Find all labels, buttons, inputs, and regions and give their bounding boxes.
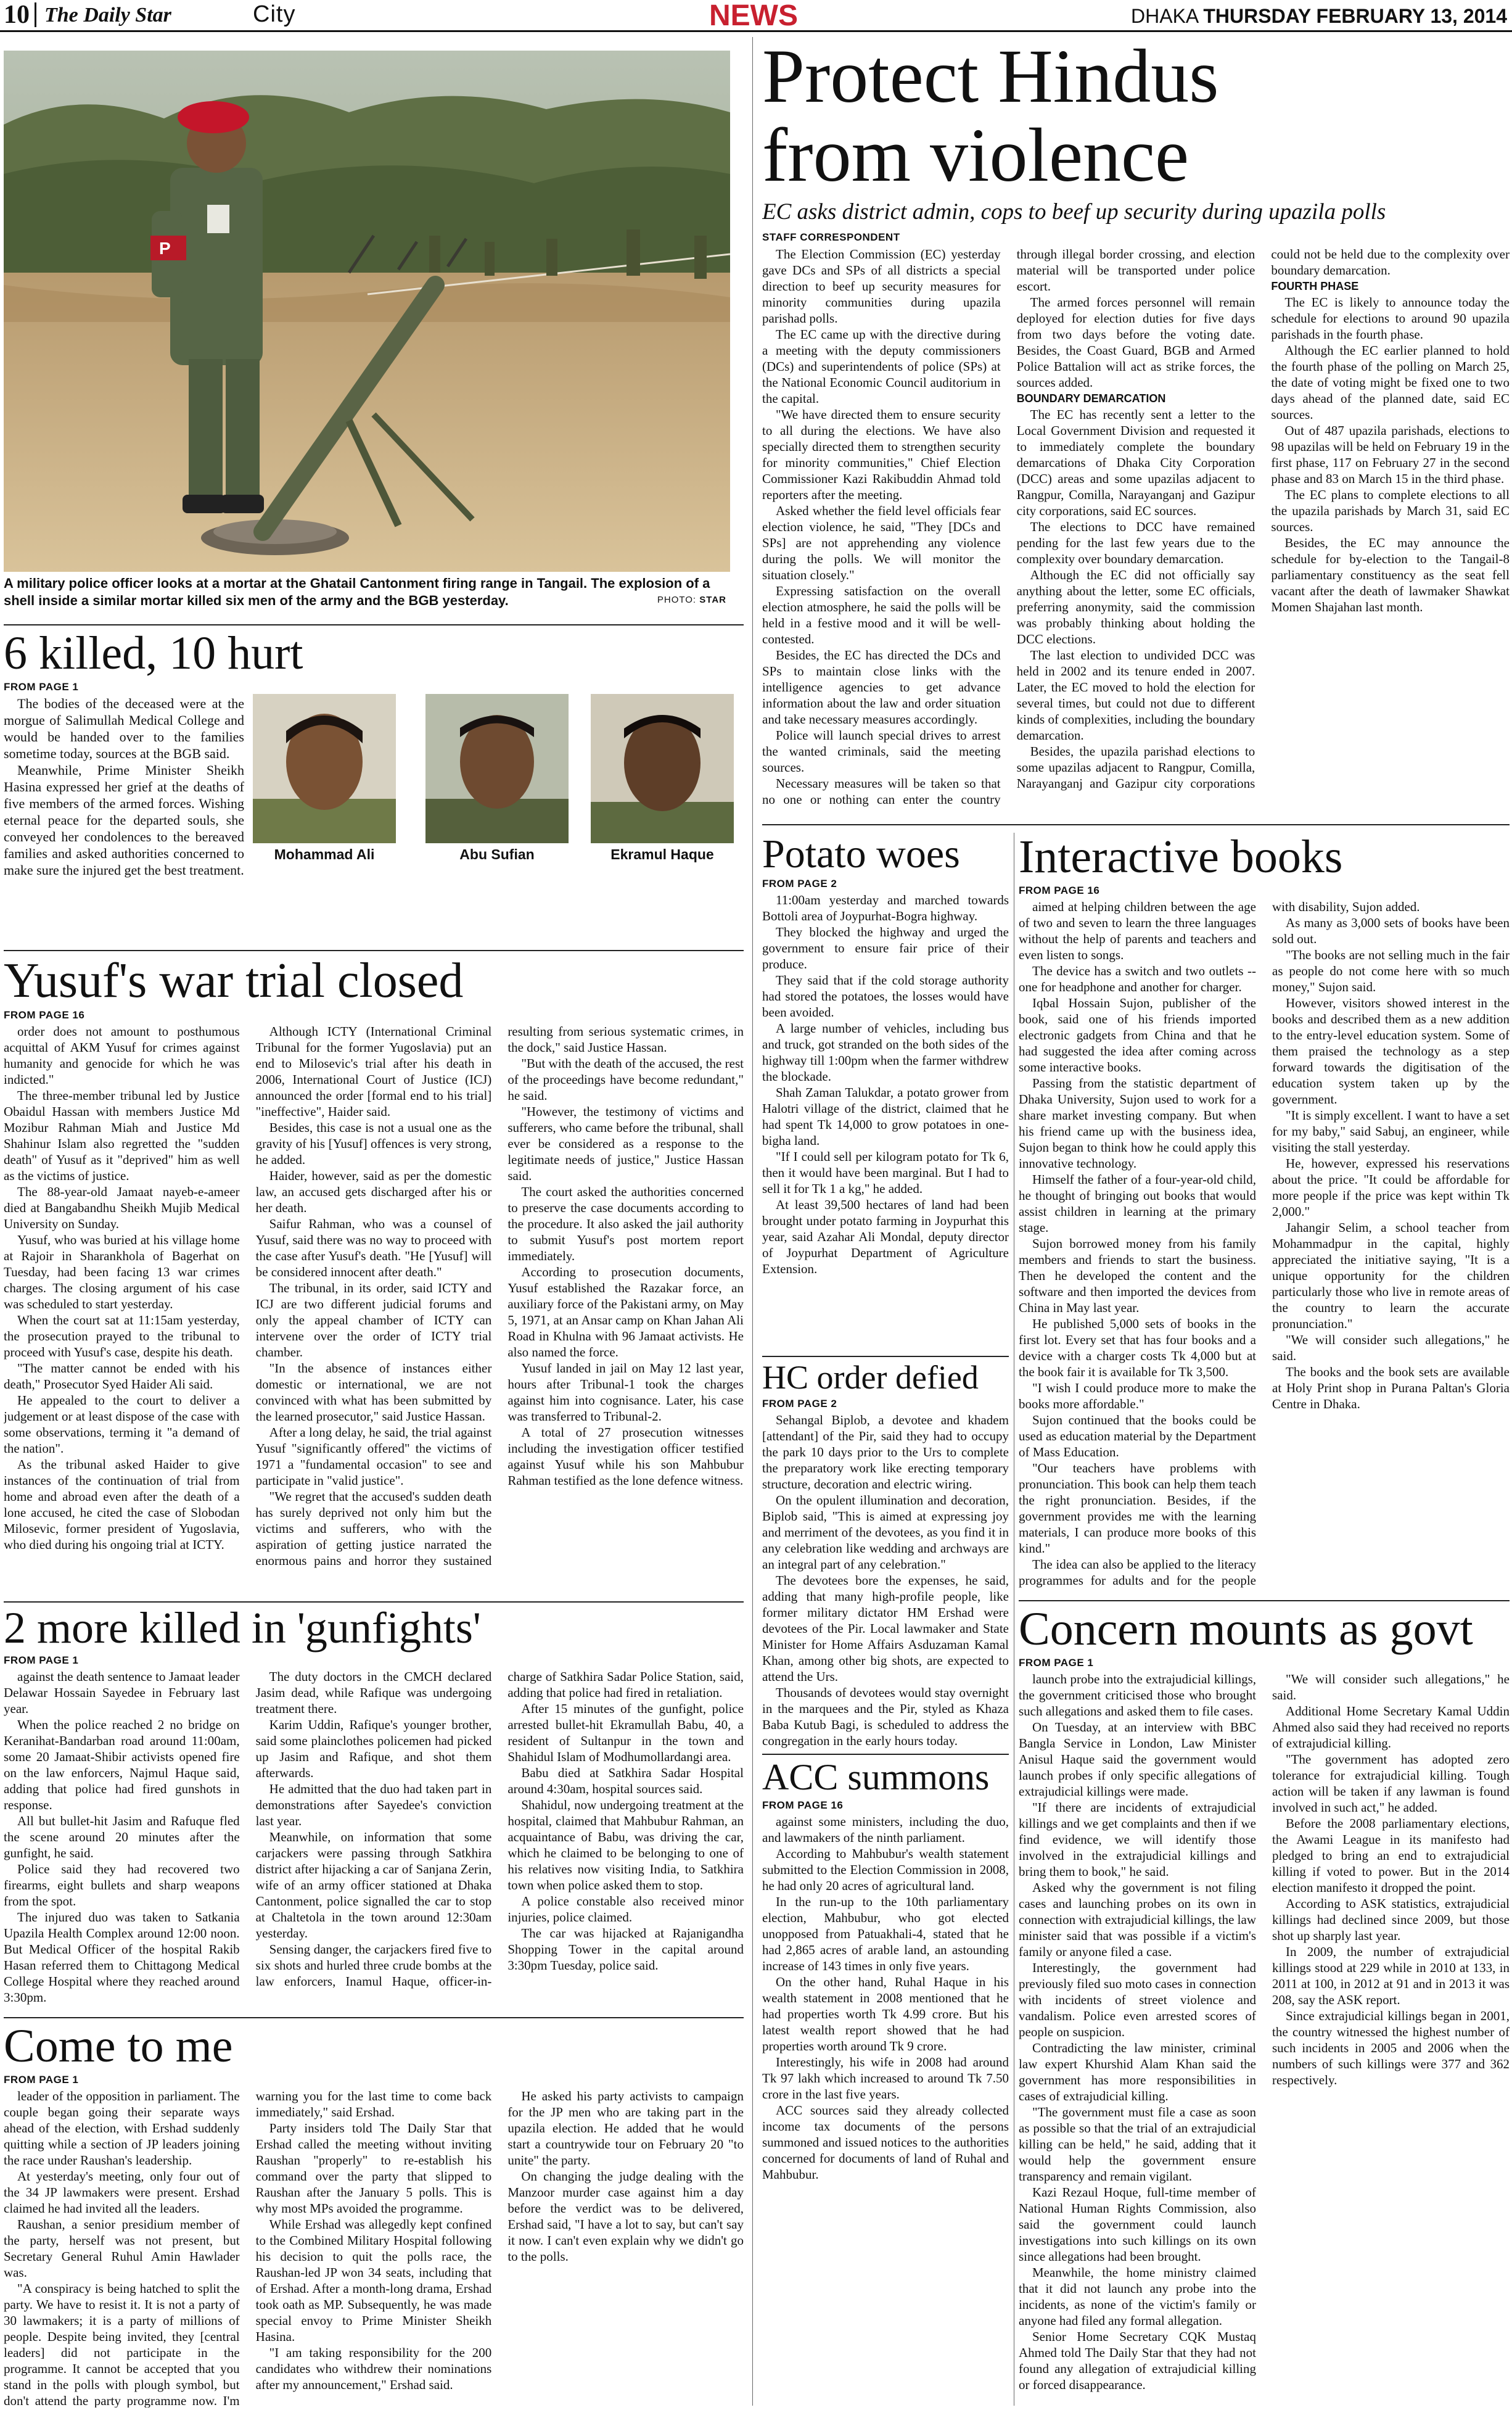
lead-paragraph: Besides, the EC may announce the schedule for by-election to the Tangail-8 parliamentary constituency as the seat fell vacant after the death of lawmaker Shawkat Momen Shajahan last month.: [1271, 535, 1510, 614]
portrait-image: [591, 694, 734, 843]
acc-paragraph: Interestingly, his wife in 2008 had around Tk 97 lakh which increased to around Tk 7.50 crore in the last five years.: [762, 2055, 1009, 2102]
gunfights-paragraph: The duty doctors in the CMCH declared Jasim dead, while Rafique was undergoing treatment there.: [255, 1669, 492, 1716]
interactive-books-paragraph: Himself the father of a four-year-old child, he thought of bringing out books that would assist children in learning at the primary stage.: [1019, 1171, 1256, 1235]
come-to-me-paragraph: On changing the judge dealing with the Manzoor murder case against him a day before the verdict was to be delivered, Ershad said, "I have a lot to say, but can't say it now. I can't even explain why we didn't go to the polls.: [507, 2168, 744, 2264]
come-to-me-paragraph: He asked his party activists to campaign for the JP men who are taking part in the upazila election. He added that he would start a countrywide tour on February 20 "to unite" the party.: [507, 2088, 744, 2168]
yusuf-paragraph: "But with the death of the accused, the rest of the proceedings have become redundant," he said.: [507, 1056, 744, 1103]
yusuf-paragraph: Yusuf landed in jail on May 12 last year, hours after Tribunal-1 took the charges against him into cognisance. Later, his case was transferred to Tribunal-2.: [507, 1361, 744, 1424]
acc-paragraph: According to Mahbubur's wealth statement submitted to the Election Commission in 2008, he had only 20 acres of agricultural land.: [762, 1846, 1009, 1893]
potato-story: [762, 833, 1009, 1357]
potato-byline: FROM PAGE 2: [762, 878, 837, 890]
portrait-mohammad-ali: [253, 694, 396, 843]
potato-paragraph: At least 39,500 hectares of land had been brought under potato farming in Joypurhat this year, said Azahar Ali Mondal, deputy director of Joypurhat Department of Agriculture Extension.: [762, 1197, 1009, 1277]
acc-paragraph: against some ministers, including the duo, and lawmakers of the ninth parliament.: [762, 1814, 1009, 1845]
potato-paragraph: Shah Zaman Talukdar, a potato grower from Halotri village of the district, claimed that he had spent Tk 14,000 to grow potatoes in one-bigha land.: [762, 1085, 1009, 1149]
potato-paragraph: "If I could sell per kilogram potato for Tk 6, then it would have been marginal. But I had to sell it for Tk 1 a kg," he added.: [762, 1149, 1009, 1197]
svg-text:P: P: [159, 239, 171, 258]
come-to-me-paragraph: leader of the opposition in parliament. The couple began going their separate ways ahead of the election, with Ershad suddenly quitting while a section of JP leaders joining the race under Raushan's leadership.: [4, 2088, 240, 2168]
header-divider: [35, 2, 36, 27]
lead-body: [762, 246, 1510, 814]
lead-story: [762, 37, 1510, 814]
concern-paragraph: Additional Home Secretary Kamal Uddin Ahmed also said they had received no reports of extrajudicial killing.: [1272, 1703, 1510, 1751]
potato-paragraph: They said that if the cold storage authority had stored the potatoes, the losses would have been avoided.: [762, 973, 1009, 1020]
killed-headline: 6 killed, 10 hurt: [4, 629, 303, 679]
divider: [762, 1356, 1009, 1357]
interactive-books-paragraph: Sujon continued that the books could be used as education material by the Department of Mass Education.: [1019, 1412, 1256, 1459]
lead-subhead: BOUNDARY DEMARCATION: [1016, 392, 1166, 405]
concern-story: [1019, 1605, 1510, 2407]
hc-headline: HC order defied: [762, 1360, 979, 1396]
concern-paragraph: Kazi Rezaul Hoque, full-time member of National Human Rights Commission, also said the government could launch investigations into such killings on its own since allegations had been brought.: [1019, 2184, 1256, 2264]
come-to-me-paragraph: Party insiders told The Daily Star that Ershad called the meeting without inviting Raushan "properly" to re-establish his command over the party that slipped to Raushan after the January 5 polls. This is why most MPs avoided the programme.: [255, 2120, 492, 2216]
come-to-me-story: [4, 2022, 744, 2408]
divider: [762, 824, 1510, 825]
interactive-books-paragraph: "The books are not selling much in the fair as people do not come here with so much money," Sujon said.: [1272, 947, 1510, 994]
lead-byline: STAFF CORRESPONDENT: [762, 231, 900, 243]
lead-paragraph: The EC is likely to announce today the schedule for elections to around 90 upazila parishads in the fourth phase.: [1271, 295, 1510, 342]
interactive-books-body: [1019, 899, 1510, 1598]
concern-paragraph: Interestingly, the government had previously filed suo moto cases in connection with incidents of street violence and vandalism. Police even arrested scores of people on suspicion.: [1019, 1960, 1256, 2039]
dateline-city: DHAKA: [1131, 5, 1198, 27]
interactive-books-headline: Interactive books: [1019, 833, 1343, 883]
concern-paragraph: Before the 2008 parliamentary elections, the Awami League in its manifesto had pledged to bring an end to extrajudicial killing if voted to power. But in the 2014 election manifesto it dropped the point.: [1272, 1815, 1510, 1895]
photo-caption-block: [4, 575, 730, 612]
come-to-me-paragraph: "A conspiracy is being hatched to split the party. We have to resist it. It is not a party of 30 lawmakers; it is a party of millions of people. Despite being invited, they [central leaders] did not participate in the programme. It cannot be accepted that you stand in the polls with plough symbol, but don't attend the party programme now. I'm warning you for the last time to come back immediately," said Ershad.: [4, 2088, 492, 2408]
portrait-name: Ekramul Haque: [610, 846, 714, 862]
concern-paragraph: "The government has adopted zero tolerance for extrajudicial killing. Tough action will be taken if any lawman is found involved in such act," he added.: [1272, 1751, 1510, 1815]
interactive-books-paragraph: As many as 3,000 sets of books have been sold out.: [1272, 915, 1510, 946]
portrait-name: Mohammad Ali: [274, 846, 375, 862]
lead-paragraph: The armed forces personnel will remain deployed for election duties for five days from two days before the voting date. Besides, the Coast Guard, BGB and Armed Police Battalion will act as strike forces, the sources added.: [1016, 295, 1255, 390]
acc-paragraph: In the run-up to the 10th parliamentary election, Mahbubur, who got elected unopposed from Patuakhali-4, stated that he had 2,865 acres of arable land, an astounding increase of 143 times in only five years.: [762, 1894, 1009, 1973]
dateline-date: THURSDAY FEBRUARY 13, 2014: [1203, 5, 1507, 27]
page-header: [0, 0, 1512, 32]
page-number: 10: [4, 1, 30, 29]
lead-paragraph: The last election to undivided DCC was held in 2002 and its tenure ended in 2007. Later, the EC moved to hold the election for several times, but could not due to different kinds of complexities, including the boundary demarcation.: [1016, 648, 1255, 743]
yusuf-paragraph: Although ICTY (International Criminal Tribunal for the former Yugoslavia) put an end to Milosevic's trial after his death in 2006, International Court of Justice (ICJ) announced the order [formal end to his trial] "ineffective", Haider said.: [255, 1024, 492, 1119]
lead-paragraph: Necessary measures will be taken so that no one or nothing can enter the country through illegal border crossing, and election material will be transported under police escort.: [762, 247, 1255, 807]
gunfights-paragraph: against the death sentence to Jamaat leader Delawar Hossain Sayedee in February last year.: [4, 1669, 240, 1716]
yusuf-paragraph: Yusuf, who was buried at his village home at Rajoir in Sharankhola of Bagerhat on Tuesday, had been facing 13 war crimes charges. The closing argument of his case was scheduled to start yesterday.: [4, 1232, 240, 1311]
yusuf-paragraph: The tribunal, in its order, said ICTY and ICJ are two different judicial forums and only the appeal chamber of ICTY can intervene over the order of ICTY trial chamber.: [255, 1281, 492, 1360]
lead-paragraph: The Election Commission (EC) yesterday gave DCs and SPs of all districts a special direction to beef up security measures for minority communities during upazila parishad polls.: [762, 247, 1001, 326]
acc-story: [762, 1758, 1009, 2407]
come-to-me-byline: FROM PAGE 1: [4, 2073, 79, 2086]
gunfights-headline: 2 more killed in 'gunfights': [4, 1605, 481, 1653]
divider: [4, 624, 744, 625]
interactive-books-paragraph: Passing from the statistic department of Dhaka University, Sujon used to work for a share market investing company. But when his friend came up with the business idea, Sujon began to think how he could apply this innovative technology.: [1019, 1075, 1256, 1171]
portrait-name: Abu Sufian: [459, 846, 535, 862]
lead-paragraph: Although the EC earlier planned to hold the fourth phase of the polling on March 25, the date of voting might be fixed one to two days ahead of the planned date, said EC sources.: [1271, 343, 1510, 422]
concern-paragraph: Meanwhile, the home ministry claimed that it did not launch any probe into the incidents, as none of the victim's family or anyone had filed any formal allegation.: [1019, 2264, 1256, 2328]
lead-paragraph: The EC has recently sent a letter to the Local Government Division and requested it to immediately complete the boundary demarcations of Dhaka City Corporation (DCC) areas and some upazilas adjacent to Rangpur, Comilla, Narayanganj and Gazipur city corporations, said EC sources.: [1016, 407, 1255, 518]
lead-paragraph: Besides, the upazila parishad elections to some upazilas adjacent to Rangpur, Comilla, Narayanganj and Gazipur city corporations could not be held due to the complexity over boundary demarcation.: [1016, 247, 1510, 791]
concern-paragraph: Since extrajudicial killings began in 2001, the country witnessed the highest number of such incidents in 2005 and 2006 when the numbers of such killings were 377 and 362 respectively.: [1272, 2008, 1510, 2087]
yusuf-paragraph: According to prosecution documents, Yusuf established the Razakar force, an auxiliary force of the Pakistani army, on May 5, 1971, at an Ansar camp on Khan Jahan Ali Road in Khulna with 96 Jamaat activists. He also named the force.: [507, 1265, 744, 1360]
interactive-books-paragraph: However, visitors showed interest in the books and described them as a new addition to the entry-level education system. Some of them praised the technology as a step forward towards the digitisation of the education system taken up by the government.: [1272, 995, 1510, 1107]
lead-paragraph: The elections to DCC have remained pending for the last few years due to the complexity over boundary demarcation.: [1016, 519, 1255, 566]
gunfights-paragraph: All but bullet-hit Jasim and Rafuque fled the scene around 20 minutes after the gunfight, he said.: [4, 1813, 240, 1860]
gunfights-paragraph: Police said they had recovered two firearms, eight bullets and sharp weapons from the spot.: [4, 1861, 240, 1909]
hc-paragraph: The devotees bore the expenses, he said, adding that many high-profile people, like former military dictator HM Ershad were devotees of the Pir. Local lawmaker and State Minister for Home Affairs Asduzaman Kamal Khan, among other big shots, are expected to attend the Urs.: [762, 1572, 1009, 1684]
gunfights-story: [4, 1605, 744, 2012]
hc-story: [762, 1360, 1009, 1755]
concern-paragraph: launch probe into the extrajudicial killings, the government criticised those who brought such allegations and asked them to file cases.: [1019, 1671, 1256, 1719]
acc-paragraph: ACC sources said they already collected income tax documents of the persons summoned and issued notices to the authorities concerned for documents of land of Ruhal and Mahbubur.: [762, 2103, 1009, 2182]
yusuf-paragraph: Besides, this case is not a usual one as the gravity of his [Yusuf] offences is very strong, he added.: [255, 1120, 492, 1167]
gunfights-paragraph: When the police reached 2 no bridge on Keranihat-Bandarban road around 11:00am, some 20 Jamaat-Shibir activists opened fire on the law enforcers, Najmul Haque said, adding that police had fired gunshots in response.: [4, 1717, 240, 1812]
column-divider: [752, 37, 753, 2406]
lead-paragraph: The EC came up with the directive during a meeting with the deputy commissioners (DCs) and superintendents of police (SPs) at the National Economic Council auditorium in the capital.: [762, 327, 1001, 406]
concern-paragraph: "If there are incidents of extrajudicial killings and we get complaints and then if we find evidence, we will identify those involved in the extrajudicial killings and bring them to book," he said.: [1019, 1799, 1256, 1879]
yusuf-paragraph: When the court sat at 11:15am yesterday, the prosecution prayed to the tribunal to proceed with Yusuf's case, despite his death.: [4, 1313, 240, 1360]
come-to-me-paragraph: While Ershad was allegedly kept confined to the Combined Military Hospital following his decision to quit the polls race, the Raushan-led JP won 34 seats, including that of Ershad. After a month-long drama, Ershad took oath as MP. Subsequently, he was made special envoy to Prime Minister Sheikh Hasina.: [255, 2216, 492, 2344]
gunfights-paragraph: The injured duo was taken to Satkania Upazila Health Complex around 12:00 noon. But Medical Officer of the hospital Rakib Hasan referred them to Chittagong Medical College Hospital where they reached around 3:30pm.: [4, 1909, 240, 2005]
concern-byline: FROM PAGE 1: [1019, 1656, 1094, 1669]
concern-body: [1019, 1671, 1510, 2407]
lead-paragraph: "We have directed them to ensure security to all during the elections. We have also specially directed them to strengthen security for minority communities," Chief Election Commissioner Kazi Rakibuddin Ahmad told reporters after the meeting.: [762, 407, 1001, 502]
yusuf-paragraph: He appealed to the court to deliver a judgement or at least dispose of the case with some observations, terming it "a demand of the nation".: [4, 1393, 240, 1456]
gunfights-paragraph: After 15 minutes of the gunfight, police arrested bullet-hit Ekramullah Babu, 40, a resident of Sultanpur in the town and Shahidul Islam of Modhumollardangi area.: [507, 1701, 744, 1764]
hc-body: [762, 1412, 1009, 1755]
category-label: NEWS: [709, 0, 798, 32]
concern-paragraph: On Tuesday, at an interview with BBC Bangla Service in London, Law Minister Anisul Haque said the government would launch probes if only specific allegations of extrajudicial killings were made.: [1019, 1719, 1256, 1799]
yusuf-paragraph: A total of 27 prosecution witnesses including the investigation officer testified against Yusuf while his son Mahbubur Rahman testified as the lone defence witness.: [507, 1425, 744, 1488]
divider: [4, 1601, 744, 1603]
gunfights-paragraph: Shahidul, now undergoing treatment at the hospital, claimed that Mahbubur Rahman, an acquaintance of Babu, was driving the car, which he claimed to be belonging to one of his relatives now visiting India, to Satkhira town when police asked them to stop.: [507, 1797, 744, 1892]
interactive-books-paragraph: He, however, expressed his reservations about the price. "It could be affordable for more people if the price was kept within Tk 2,000.": [1272, 1155, 1510, 1219]
lead-paragraph: Although the EC did not officially say anything about the letter, some EC officials, preferring anonymity, said the commission was probably thinking about holding the DCC elections.: [1016, 567, 1255, 646]
concern-paragraph: "We will consider such allegations," he said.: [1272, 1671, 1510, 1702]
lead-paragraph: Expressing satisfaction on the overall election atmosphere, he said the polls will be held in a festive mood and it will be well-contested.: [762, 584, 1001, 646]
gunfights-paragraph: A police constable also received minor injuries, police claimed.: [507, 1893, 744, 1925]
acc-paragraph: On the other hand, Ruhal Haque in his wealth statement in 2008 mentioned that he had properties worth Tk 4.99 crore. But his latest wealth report showed that he had properties worth around Tk 9 crore.: [762, 1975, 1009, 2053]
portrait-ekramul-haque: [591, 694, 734, 843]
interactive-books-paragraph: He published 5,000 sets of books in the first lot. Every set that has four books and a device with a charger costs Tk 4,000 but at the book fair it is available for Tk 3,500.: [1019, 1316, 1256, 1379]
lead-paragraph: Police will launch special drives to arrest the wanted criminals, said the meeting sources.: [762, 728, 1001, 775]
section-name: City: [253, 1, 296, 27]
yusuf-byline: FROM PAGE 16: [4, 1009, 85, 1021]
masthead: The Daily Star: [44, 4, 171, 27]
killed-paragraph: Meanwhile, Prime Minister Sheikh Hasina expressed her grief at the deaths of five members of the armed forces. Wishing eternal peace for the departed souls, she conveyed her condolences to the bereaved families and asked authorities concerned to make sure the injured get the best treatment.: [4, 762, 244, 878]
concern-paragraph: Asked why the government is not filing cases and launching probes on its own in connection with extrajudicial killings, the law minister said that was possible if a victim's family or anyone filed a case.: [1019, 1880, 1256, 1959]
potato-headline: Potato woes: [762, 833, 960, 877]
yusuf-headline: Yusuf's war trial closed: [4, 955, 464, 1008]
dateline: [1131, 5, 1507, 28]
interactive-books-paragraph: The books and the book sets are available at Holy Print shop in Purana Paltan's Gloria Centre in Dhaka.: [1272, 1364, 1510, 1411]
yusuf-paragraph: The 88-year-old Jamaat nayeb-e-ameer died at Bangabandhu Sheikh Mujib Medical University on Sunday.: [4, 1184, 240, 1231]
photo-caption: A military police officer looks at a mortar at the Ghatail Cantonment firing range in Tangail. The explosion of a shell inside a similar mortar killed six men of the army and the BGB yesterday.: [4, 576, 710, 608]
yusuf-paragraph: The three-member tribunal led by Justice Obaidul Hassan with members Justice Md Mozibur Rahman Miah and Justice Md Shahinur Islam also regretted the "sudden death" of Yusuf as it "deprived" him as well as the victims of justice.: [4, 1088, 240, 1183]
gunfights-body: [4, 1669, 744, 2011]
interactive-books-paragraph: Iqbal Hossain Sujon, publisher of the book, said one of his friends imported electronic gadgets from China and that he had suggested the idea after coming across some interactive books.: [1019, 995, 1256, 1075]
portrait-abu-sufian: [425, 694, 569, 843]
lead-headline-line-1: Protect Hindus: [762, 37, 1219, 118]
portrait-image: [253, 694, 396, 843]
divider: [762, 1754, 1009, 1755]
acc-byline: FROM PAGE 16: [762, 1799, 844, 1811]
interactive-books-paragraph: The device has a switch and two outlets -- one for headphone and another for charger.: [1019, 963, 1256, 994]
concern-paragraph: Contradicting the law minister, criminal law expert Khurshid Alam Khan said the government has more responsibilities in cases of extrajudicial killing.: [1019, 2040, 1256, 2103]
yusuf-body: [4, 1023, 744, 1578]
interactive-books-paragraph: aimed at helping children between the age of two and seven to learn the three languages without the help of parents and teachers and even listen to songs.: [1019, 899, 1256, 962]
interactive-books-paragraph: The idea can also be applied to the literacy programmes for adults and for the people with disability, Sujon added.: [1019, 899, 1420, 1588]
acc-headline: ACC summons: [762, 1758, 990, 1797]
yusuf-paragraph: "However, the testimony of victims and sufferers, who came before the tribunal, shall ever be considered as a response to the legitimate needs of justice," Justice Hassan said.: [507, 1104, 744, 1183]
yusuf-story: [4, 955, 744, 1603]
hc-paragraph: Thousands of devotees would stay overnight in the marquees and the Pir, styled as Khaza Baba Kutub Bagi, is scheduled to address the congregation in the early hours today.: [762, 1685, 1009, 1748]
lead-subhead: FOURTH PHASE: [1271, 280, 1359, 292]
interactive-books-paragraph: Jahangir Selim, a school teacher from Mohammadpur in the capital, highly appreciated the initiative saying, "It is a unique opportunity for the children particularly those who live in remote areas of the country to learn the accurate pronunciation.": [1272, 1219, 1510, 1331]
yusuf-paragraph: order does not amount to posthumous acquittal of AKM Yusuf for crimes against humanity and genocide for which he was indicted.": [4, 1024, 240, 1087]
potato-paragraph: A large number of vehicles, including bus and truck, got stranded on the both sides of the highway till 1:00pm when the farmer withdrew the blockade.: [762, 1021, 1009, 1084]
gunfights-paragraph: Sensing danger, the carjackers fired five to six shots and hurled three crude bombs at the law enforcers, Inamul Haque, officer-in-charge of Satkhira Sadar Police Station, said, adding that police had fired in retaliation.: [255, 1669, 744, 1989]
interactive-books-paragraph: "Our teachers have problems with pronunciation. This book can help them teach the right pronunciation. Besides, if the government provides me with the learning materials, I can produce more books of this kind.": [1019, 1460, 1256, 1556]
yusuf-paragraph: "In the absence of instances either domestic or international, we are not convinced with what has been submitted by the learned prosecutor," said Justice Hassan.: [255, 1361, 492, 1424]
come-to-me-paragraph: "I am taking responsibility for the 200 candidates who withdrew their nominations after my announcement," Ershad said.: [255, 2345, 492, 2392]
potato-paragraph: 11:00am yesterday and marched towards Bottoli area of Joypurhat-Bogra highway.: [762, 893, 1009, 924]
killed-paragraph: The bodies of the deceased were at the morgue of Salimullah Medical College and would be handed over to the families sometime today, sources at the BGB said.: [4, 695, 244, 761]
come-to-me-body: [4, 2088, 744, 2408]
portrait-image: [425, 694, 569, 843]
concern-paragraph: According to ASK statistics, extrajudicial killings had declined since 2009, but those shot up sharply last year.: [1272, 1896, 1510, 1943]
interactive-books-paragraph: "It is simply excellent. I want to have a set for my baby," said Sabuj, an engineer, while visiting the stall yesterday.: [1272, 1107, 1510, 1155]
lead-deck: EC asks district admin, cops to beef up security during upazila polls: [762, 199, 1386, 225]
hc-byline: FROM PAGE 2: [762, 1397, 837, 1409]
lead-paragraph: Asked whether the field level officials fear election violence, he said, "They [DCs and SPs] are not apprehending any violence during the polls. We will monitor the situation closely.": [762, 503, 1001, 582]
yusuf-paragraph: Haider, however, said as per the domestic law, an accused gets discharged after his or her death.: [255, 1168, 492, 1215]
lead-paragraph: Out of 487 upazila parishads, elections to 98 upazilas will be held on February 19 in the first phase, 117 on February 27 in the second phase and 83 on March 15 in the third phase.: [1271, 423, 1510, 486]
yusuf-paragraph: As the tribunal asked Haider to give instances of the continuation of trial from home and abroad even after the death of a lone accused, he cited the case of Slobodan Milosevic, former president of Yugoslavia, who died during his ongoing trial at ICTY.: [4, 1457, 240, 1552]
acc-body: [762, 1814, 1009, 2406]
concern-paragraph: In 2009, the number of extrajudicial killings stood at 229 while in 2010 at 133, in 2011 at 100, in 2012 at 91 and in 2013 it was 208, say the ASK report.: [1272, 1944, 1510, 2007]
concern-headline: Concern mounts as govt: [1019, 1605, 1473, 1655]
killed-body: [4, 695, 244, 930]
divider: [1019, 1600, 1510, 1601]
come-to-me-paragraph: At yesterday's meeting, only four out of the 34 JP lawmakers were present. Ershad claimed he had invited all the leaders.: [4, 2168, 240, 2216]
gunfights-paragraph: The car was hijacked at Rajanigandha Shopping Tower in the capital around 3:30pm Tuesday, police said.: [507, 1925, 744, 1973]
gunfights-paragraph: Karim Uddin, Rafique's younger brother, said some plainclothes policemen had picked up Jasim and Rafique, and shot them afterwards.: [255, 1717, 492, 1780]
gunfights-paragraph: Meanwhile, on information that some carjackers were passing through Satkhira district after hijacking a car of Sanjana Zerin, wife of an army officer stationed at Dhaka Cantonment, police signalled the car to stop at Chaltetola in the town around 12:30am yesterday.: [255, 1829, 492, 1941]
lead-paragraph: The EC plans to complete elections to all the upazila parishads by March 31, said EC sources.: [1271, 487, 1510, 534]
yusuf-paragraph: "We regret that the accused's sudden death has surely deprived not only him but the victims and sufferers, who with the aspiration of getting justice narrated the enormous pains and horror they sustained resulting from serious systematic crimes, in the dock," said Justice Hassan.: [255, 1024, 744, 1568]
interactive-books-paragraph: "We will consider such allegations," he said.: [1272, 1332, 1510, 1363]
potato-paragraph: They blocked the highway and urged the government to ensure fair price of their produce.: [762, 925, 1009, 972]
interactive-books-paragraph: "I wish I could produce more to make the books more affordable.": [1019, 1380, 1256, 1411]
hc-paragraph: On the opulent illumination and decoration, Biplob said, "This is aimed at expressing joy and merriment of the devotees, as you find it in any celebration like wedding and archways are an integral part of any celebration.": [762, 1492, 1009, 1572]
mortar-photo-image: [4, 51, 730, 572]
potato-body: [762, 892, 1009, 1355]
yusuf-paragraph: After a long delay, he said, the trial against Yusuf "significantly offered" the victims of 1971 a "fundamental occasion" to see and participate in "valid justice".: [255, 1425, 492, 1488]
concern-paragraph: Senior Home Secretary CQK Mustaq Ahmed told The Daily Star that they had not found any allegation of extrajudicial killing or forced disappearance.: [1019, 2329, 1256, 2392]
gunfights-paragraph: He admitted that the duo had taken part in demonstrations after Sayedee's conviction last year.: [255, 1781, 492, 1828]
yusuf-paragraph: "The matter cannot be ended with his death," Prosecutor Syed Haider Ali said.: [4, 1361, 240, 1392]
photo-credit-source: STAR: [699, 595, 726, 605]
interactive-books-byline: FROM PAGE 16: [1019, 884, 1100, 896]
hc-paragraph: Sehangal Biplob, a devotee and khadem [attendant] of the Pir, said they had to occupy the park 10 days prior to the Urs to complete the preparatory work like erecting temporary structure, decoration and electric wiring.: [762, 1412, 1009, 1492]
gunfights-paragraph: Babu died at Satkhira Sadar Hospital around 4:30am, hospital sources said.: [507, 1765, 744, 1796]
gunfights-byline: FROM PAGE 1: [4, 1654, 79, 1666]
photo-credit: [657, 595, 726, 605]
killed-byline: FROM PAGE 1: [4, 680, 79, 693]
photo-credit-label: PHOTO:: [657, 595, 697, 605]
yusuf-paragraph: Saifur Rahman, who was a counsel of Yusuf, said there was no way to proceed with the case after Yusuf's death. "He [Yusuf] will be considered innocent after death.": [255, 1216, 492, 1279]
divider: [4, 950, 744, 951]
yusuf-paragraph: The court asked the authorities concerned to preserve the case documents according to the procedure. It also asked the jail authority to submit Yusuf's post mortem report immediately.: [507, 1184, 744, 1263]
interactive-books-story: [1019, 833, 1510, 1598]
lead-paragraph: Besides, the EC has directed the DCs and SPs to maintain close links with the intelligence agencies to get advance information about the law and order situation and take necessary measures accordingly.: [762, 648, 1001, 727]
come-to-me-paragraph: Raushan, a senior presidium member of the party, herself was not present, but Secretary General Ruhul Amin Hawlader was.: [4, 2216, 240, 2280]
come-to-me-headline: Come to me: [4, 2022, 233, 2072]
mortar-photo: [4, 51, 730, 572]
concern-paragraph: "The government must file a case as soon as possible so that the trial of an extrajudicial killing can be held," he said, adding that it would help the government ensure transparency and remain vigilant.: [1019, 2104, 1256, 2184]
lead-headline-line-2: from violence: [762, 113, 1189, 197]
interactive-books-paragraph: Sujon borrowed money from his family members and friends to start the business. Then he developed the content and the software and then imported the devices from China in May last year.: [1019, 1236, 1256, 1315]
divider: [4, 2017, 744, 2018]
